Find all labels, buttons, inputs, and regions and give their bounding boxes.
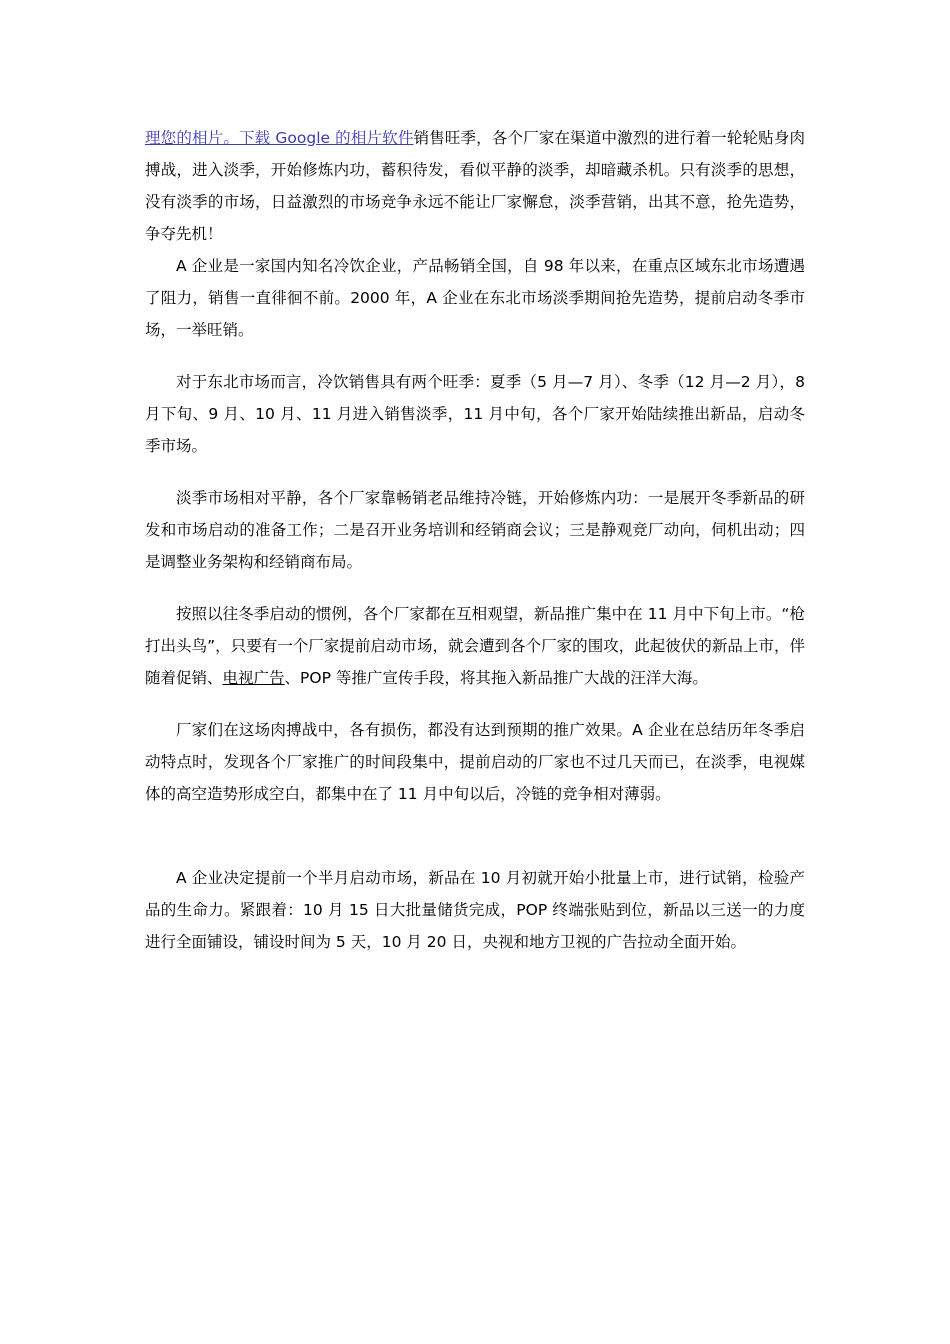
intro-text: 销售旺季，各个厂家在渠道中激烈的进行着一轮轮贴身肉搏战，进入淡季，开始修炼内功，蓄积待发，看似平静的淡季，却暗藏杀机。只有淡季的思想，没有淡季的市场，日益激烈的市场竞争永远不能让厂家懈怠，淡季营销，出其不意，抢先造势，争夺先机！ [145,129,805,243]
paragraph-spacer [145,462,805,482]
paragraph-seasons: 对于东北市场而言，冷饮销售具有两个旺季：夏季（5 月—7 月）、冬季（12 月—2 月），8 月下旬、9 月、10 月、11 月进入销售淡季，11 月中旬，各个厂家开始陆续推出新品，启动冬季市场。 [145,373,805,455]
paragraph-early-launch: A 企业决定提前一个半月启动市场，新品在 10 月初就开始小批量上市，进行试销，检验产品的生命力。紧跟着：10 月 15 日大批量储货完成，POP 终端张贴到位，新品以三送一的力度进行全面铺设，铺设时间为 5 天，10 月 20 日，央视和地方卫视的广告拉动全面开始。 [145,869,805,951]
paragraph-spacer [145,346,805,366]
tv-advertising-link[interactable]: 电视广告 [222,669,285,687]
paragraph-company-overview: A 企业是一家国内知名冷饮企业，产品畅销全国，自 98 年以来，在重点区域东北市场遭遇了阻力，销售一直徘徊不前。2000 年，A 企业在东北市场淡季期间抢先造势，提前启动冬季市场，一举旺销。 [145,257,805,339]
paragraph-competition: 厂家们在这场肉搏战中，各有损伤，都没有达到预期的推广效果。A 企业在总结历年冬季启动特点时，发现各个厂家推广的时间段集中，提前启动的厂家也不过几天而已，在淡季，电视媒体的高空造势形成空白，都集中在了 11 月中旬以后，冷链的竞争相对薄弱。 [145,721,805,803]
intro-paragraph [145,122,805,250]
google-photo-software-link[interactable]: 理您的相片。下载 Google 的相片软件 [145,129,414,147]
winter-launch-text-after: 、POP 等推广宣传手段，将其拖入新品推广大战的汪洋大海。 [284,669,708,687]
paragraph-winter-launch [145,598,805,694]
paragraph-spacer [145,578,805,598]
paragraph-spacer [145,810,805,862]
document-body [145,122,805,958]
paragraph-spacer [145,694,805,714]
paragraph-off-season: 淡季市场相对平静，各个厂家靠畅销老品维持冷链，开始修炼内功：一是展开冬季新品的研发和市场启动的准备工作；二是召开业务培训和经销商会议；三是静观竞厂动向，伺机出动；四是调整业务架构和经销商布局。 [145,489,805,571]
winter-launch-text-before: 按照以往冬季启动的惯例，各个厂家都在互相观望，新品推广集中在 11 月中下旬上市。“枪打出头鸟”，只要有一个厂家提前启动市场，就会遭到各个厂家的围攻，此起彼伏的新品上市，伴随着促销、 [145,605,805,687]
